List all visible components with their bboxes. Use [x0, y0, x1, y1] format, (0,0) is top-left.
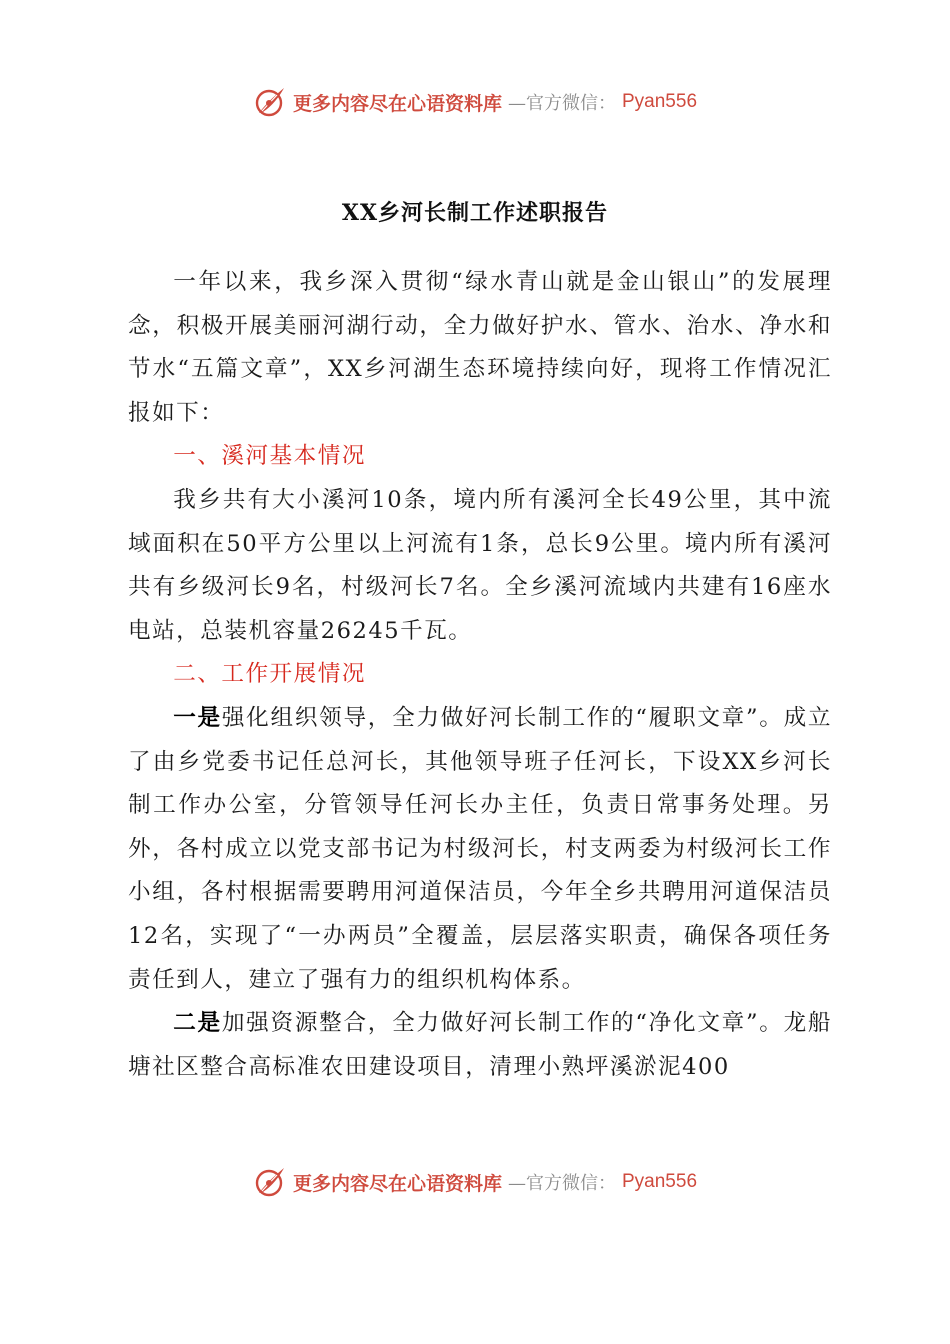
footer-watermark-banner	[0, 1162, 950, 1202]
work-item-2-lead: 二是	[173, 1010, 222, 1037]
header-watermark-banner	[0, 82, 950, 122]
banner-main-text: 更多内容尽在心语资料库	[292, 92, 502, 115]
banner-wechat-id: Pyan556	[622, 1171, 698, 1192]
work-item-2-text: 加强资源整合，全力做好河长制工作的“净化文章”。龙船塘社区整合高标准农田建设项目，清理小熟坪溪淤泥400	[128, 1010, 832, 1080]
banner-sub-text: —官方微信：	[508, 1173, 616, 1194]
banner-sub-text: —官方微信：	[508, 93, 616, 114]
quill-logo-icon	[253, 85, 287, 119]
section-heading-work: 二、工作开展情况	[173, 661, 366, 688]
work-item-1-paragraph	[128, 697, 832, 1002]
work-item-2-paragraph	[128, 1002, 832, 1089]
document-title: XX乡河长制工作述职报告	[341, 200, 609, 226]
quill-logo-icon	[253, 1165, 287, 1199]
intro-paragraph: 一年以来，我乡深入贯彻“绿水青山就是金山银山”的发展理念，积极开展美丽河湖行动，全力做好护水、管水、治水、净水和节水“五篇文章”，XX乡河湖生态环境持续向好，现将工作情况汇报如下：	[128, 269, 832, 426]
work-item-1-lead: 一是	[173, 704, 222, 731]
section-heading-basic: 一、溪河基本情况	[173, 443, 366, 470]
banner-main-text: 更多内容尽在心语资料库	[292, 1172, 502, 1195]
section-basic-paragraph: 我乡共有大小溪河10条，境内所有溪河全长49公里，其中流域面积在50平方公里以上河流有1条，总长9公里。境内所有溪河共有乡级河长9名，村级河长7名。全乡溪河流域内共建有16座水电站，总装机容量26245千瓦。	[128, 486, 832, 644]
banner-wechat-id: Pyan556	[622, 91, 698, 112]
document-body	[128, 261, 832, 1089]
work-item-1-text: 强化组织领导，全力做好河长制工作的“履职文章”。成立了由乡党委书记任总河长，其他领导班子任河长，下设XX乡河长制工作办公室，分管领导任河长办主任，负责日常事务处理。另外，各村成立以党支部书记为村级河长，村支两委为村级河长工作小组，各村根据需要聘用河道保洁员，今年全乡共聘用河道保洁员12名，实现了“一办两员”全覆盖，层层落实职责，确保各项任务责任到人，建立了强有力的组织机构体系。	[128, 704, 832, 993]
